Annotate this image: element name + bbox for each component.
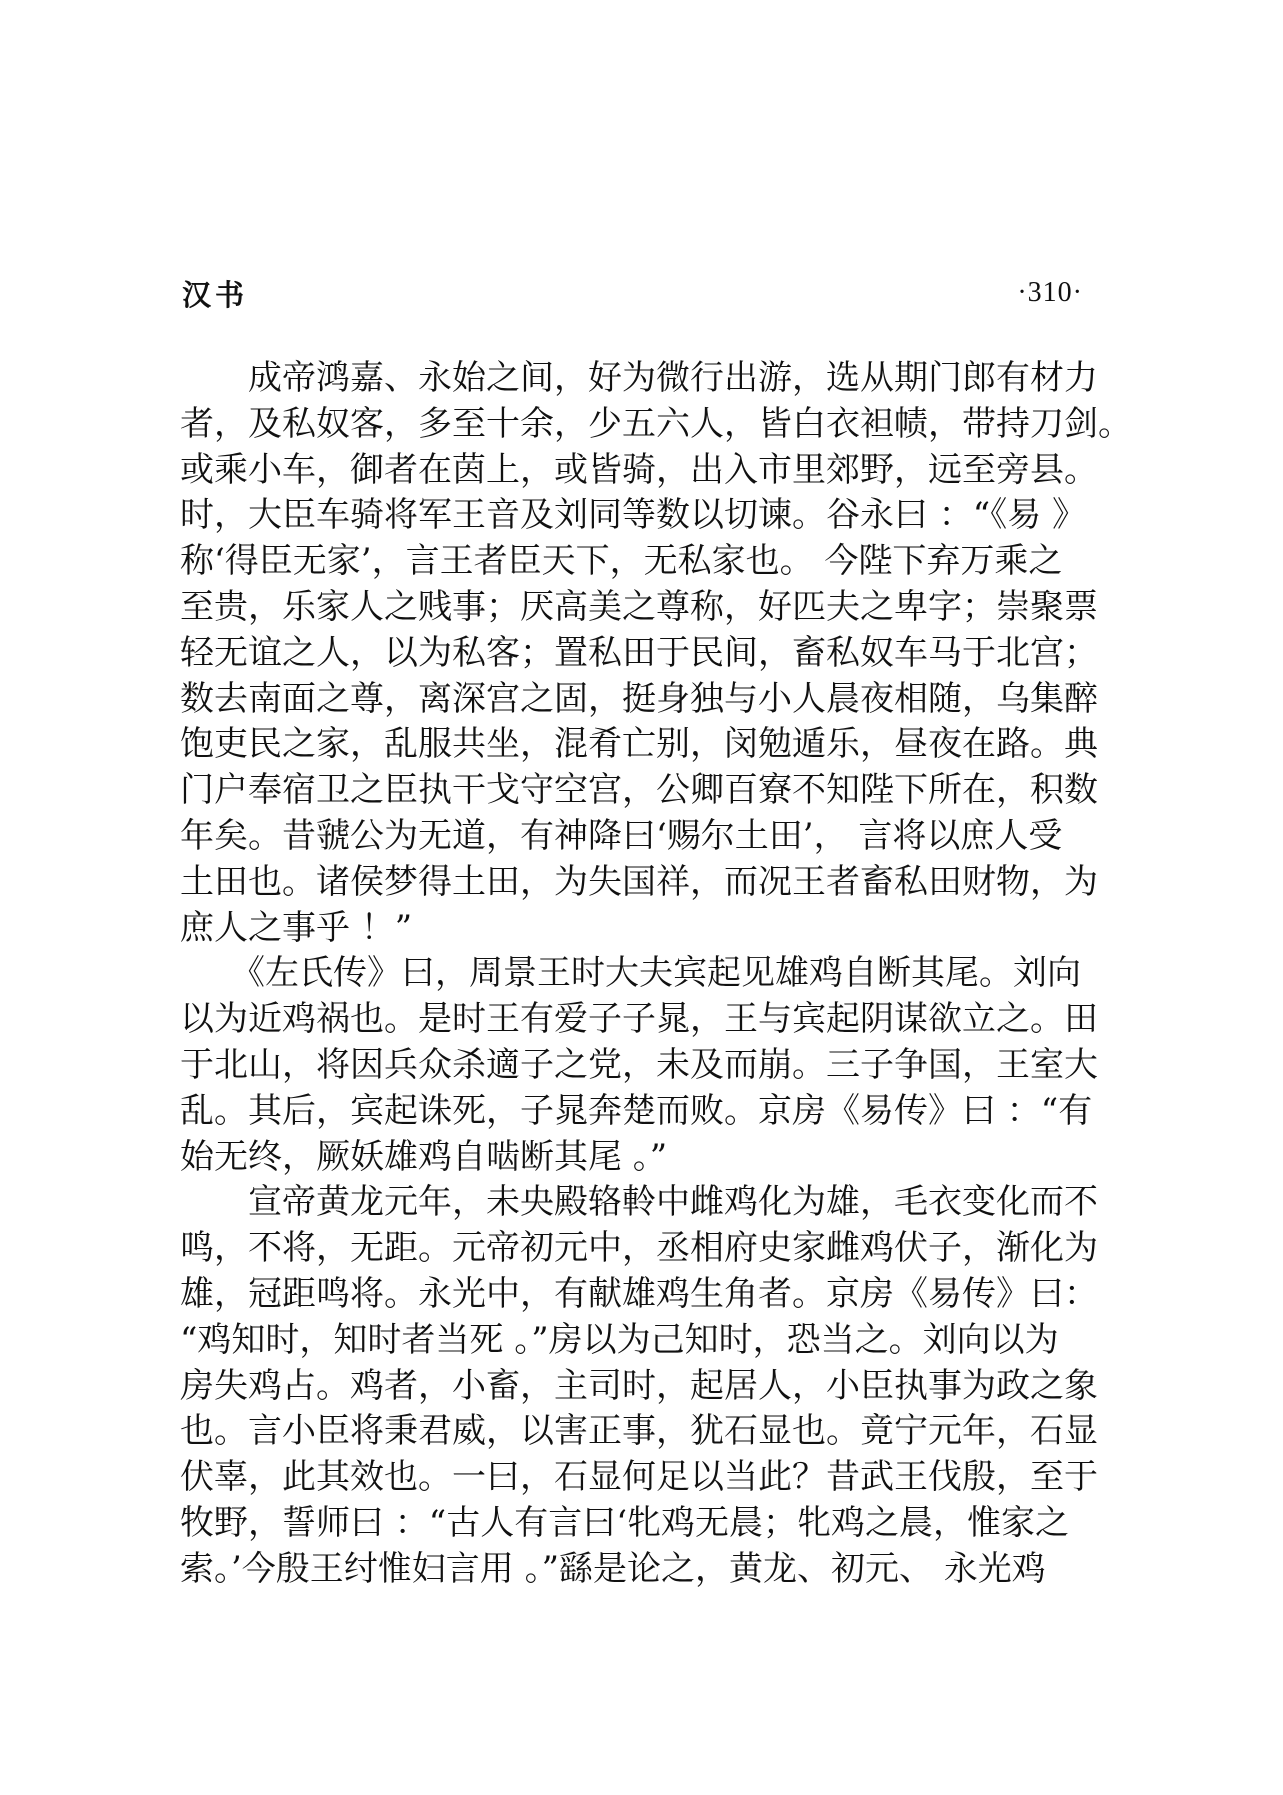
text-line: 伏辜，此其效也。一曰，石显何足以当此？昔武王伐殷，至于: [180, 1457, 1098, 1498]
paragraph-1: [180, 356, 1132, 951]
page-header: [182, 268, 1083, 318]
text-line: 土田也。诸侯梦得土田，为失国祥，而况王者畜私田财物，为: [180, 861, 1098, 902]
paragraph-2: [180, 951, 1098, 1180]
text-line: 雄，冠距鸣将。永光中，有献雄鸡生角者。京房《易传》曰：: [180, 1273, 1098, 1314]
text-line: 《左氏传》曰，周景王时大夫宾起见雄鸡自断其尾。刘向: [180, 953, 1081, 994]
text-line: 至贵，乐家人之贱事；厌高美之尊称，好匹夫之卑字；崇聚票: [180, 586, 1098, 627]
text-line: 者，及私奴客，多至十余，少五六人，皆白衣袒帻，带持刀剑。: [180, 403, 1132, 444]
text-line: 门户奉宿卫之臣执干戈守空宫，公卿百寮不知陛下所在，积数: [180, 770, 1098, 811]
text-line: 也。言小臣将秉君威，以害正事，犹石显也。竟宁元年，石显: [180, 1411, 1098, 1452]
text-line: 成帝鸿嘉、永始之间，好为微行出游，选从期门郎有材力: [180, 358, 1098, 398]
text-line: 牧野，誓师曰 ：“古人有言曰‘牝鸡无晨；牝鸡之晨，惟家之: [180, 1502, 1069, 1543]
text-line: 鸣，不将，无距。元帝初元中，丞相府史家雌鸡伏子，渐化为: [180, 1228, 1098, 1269]
text-line: 以为近鸡祸也。是时王有爱子子晁，王与宾起阴谋欲立之。田: [180, 999, 1098, 1040]
text-line: 房失鸡占。鸡者，小畜，主司时，起居人，小臣执事为政之象: [180, 1365, 1098, 1406]
text-line: 数去南面之尊，离深宫之固，挺身独与小人晨夜相随，乌集醉: [180, 678, 1098, 719]
text-line: 年矣。昔虢公为无道，有神降曰‘赐尔土田’， 言将以庶人受: [180, 815, 1063, 856]
body-text: [180, 356, 1132, 1593]
text-line: 称‘得臣无家’，言王者臣天下，无私家也。 今陛下弃万乘之: [180, 541, 1063, 582]
text-line: 或乘小车，御者在茵上，或皆骑，出入市里郊野，远至旁县。: [180, 449, 1098, 490]
text-line: 庶人之事乎 ！”: [180, 907, 413, 948]
text-line: 于北山，将因兵众杀適子之党，未及而崩。三子争国，王室大: [180, 1044, 1098, 1085]
text-line: 轻无谊之人，以为私客；置私田于民间，畜私奴车马于北宫；: [180, 632, 1098, 673]
text-line: 饱吏民之家，乱服共坐，混肴亡别，闵勉遁乐，昼夜在路。典: [180, 724, 1098, 765]
text-line: “鸡知时，知时者当死 。”房以为己知时，恐当之。刘向以为: [180, 1319, 1059, 1360]
text-line: 始无终，厥妖雄鸡自啮断其尾 。”: [180, 1136, 668, 1177]
text-line: 乱。其后，宾起诛死，子晁奔楚而败。京房《易传》曰 ：“有: [180, 1090, 1093, 1131]
text-line: 宣帝黄龙元年，未央殿辂軨中雌鸡化为雄，毛衣变化而不: [180, 1182, 1098, 1223]
book-title: 汉书: [182, 277, 249, 312]
text-line: 索。’今殷王纣惟妇言用 。”繇是论之，黄龙、初元、 永光鸡: [180, 1548, 1046, 1589]
page-number: ·310·: [1017, 277, 1083, 308]
paragraph-3: [180, 1180, 1098, 1592]
text-line: 时，大臣车骑将军王音及刘同等数以切谏。谷永曰 ：“《易 》: [180, 495, 1086, 536]
